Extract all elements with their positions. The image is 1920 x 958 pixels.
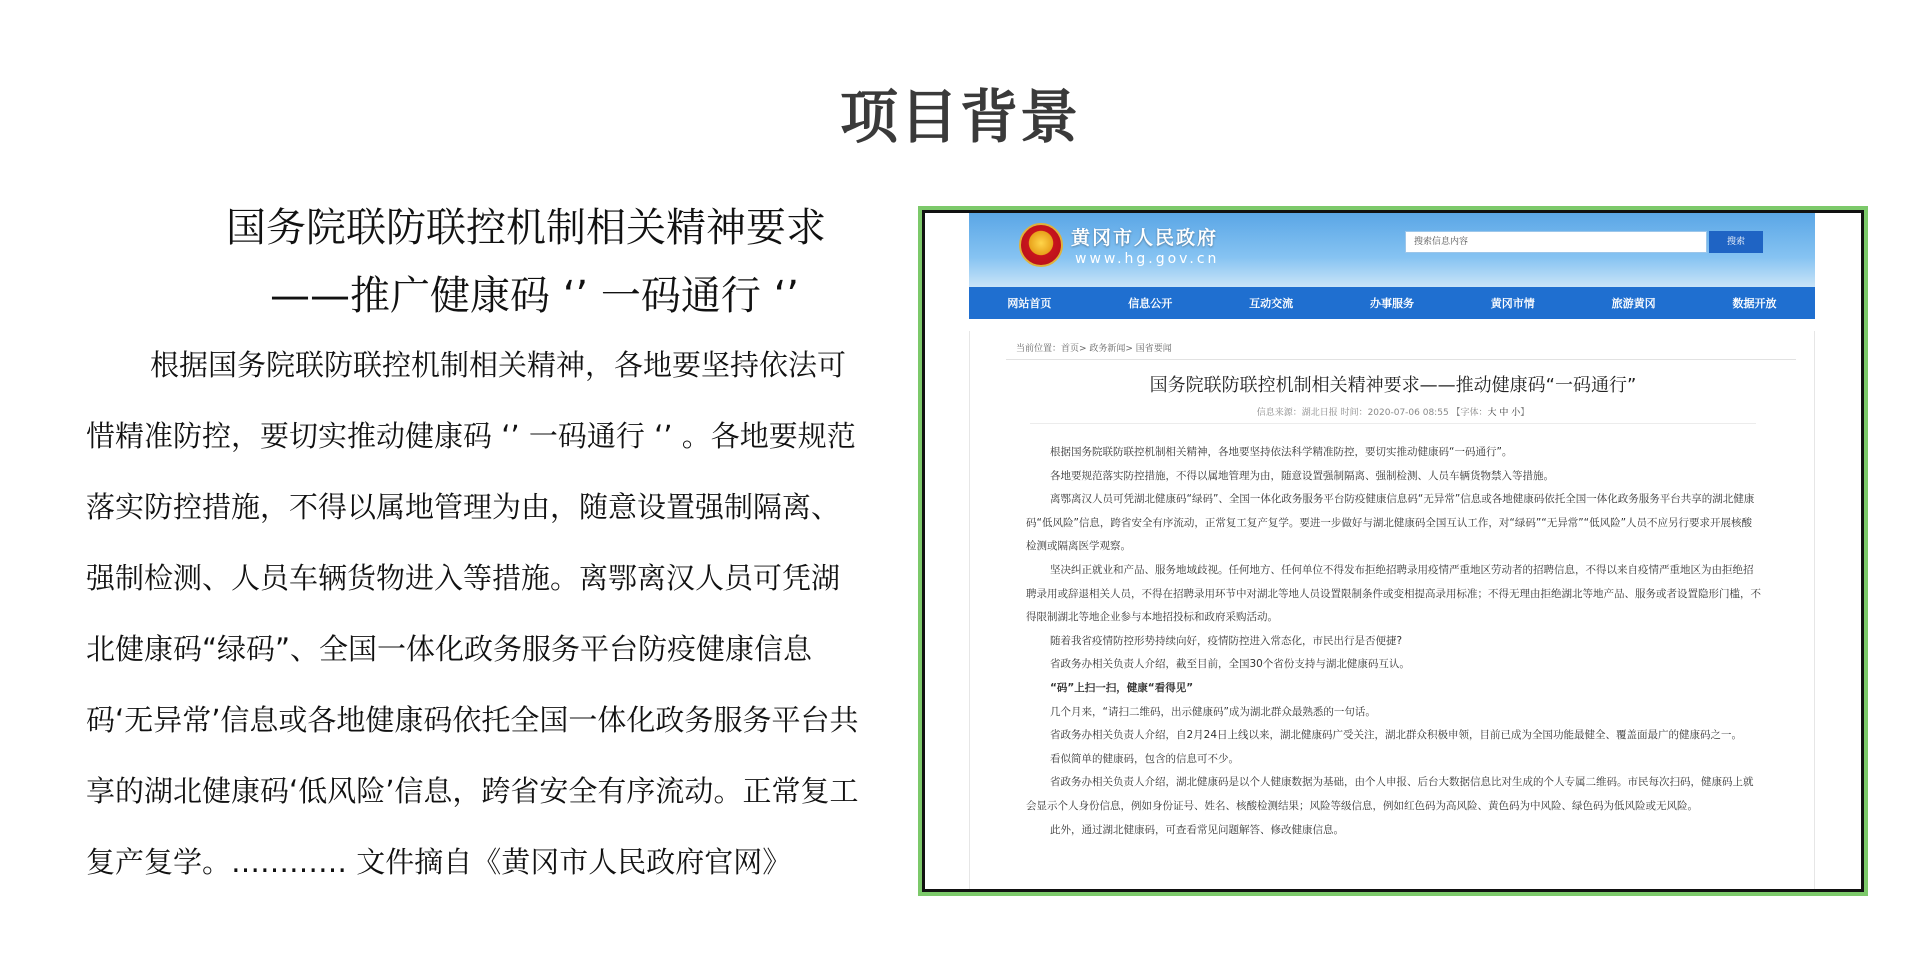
site-name: 黄冈市人民政府 (1071, 227, 1219, 249)
article-subheading: “码”上扫一扫，健康“看得见” (1050, 681, 1194, 694)
heading-line-2: ——推广健康码 ‘’ 一码通行 ‘’ (270, 273, 800, 319)
article-paragraph: 坚决纠正就业和产品、服务地域歧视。任何地方、任何单位不得发布拒绝招聘录用疫情严重地区劳动者的招聘信息，不得以来自疫情严重地区为由拒绝招聘录用或辞退相关人员，不得在招聘录用环节中对湖北等地人员设置限制条件或变相提高录用标准；不得无理由拒绝湖北等地产品、服务或者设置隐形门槛，不得限制湖北等地企业参与本地招投标和政府采购活动。 (1026, 563, 1761, 624)
nav-item-services[interactable]: 办事服务 (1369, 297, 1414, 310)
site-header (969, 213, 1815, 287)
nav-item-interaction[interactable]: 互动交流 (1249, 297, 1294, 310)
meta-close: 】 (1520, 408, 1530, 418)
breadcrumb-divider (1006, 359, 1796, 360)
article-paragraph: 省政务办相关负责人介绍，湖北健康码是以个人健康数据为基础，由个人申报、后台大数据信息比对生成的个人专属二维码。市民每次扫码，健康码上就会显示个人身份信息，例如身份证号、姓名、核酸检测结果；风险等级信息，例如红色码为高风险、黄色码为中风险、绿色码为低风险或无风险。 (1026, 776, 1754, 812)
search-button[interactable]: 搜索 (1709, 231, 1763, 253)
article-paragraph: 此外，通过湖北健康码，可查看常见问题解答、修改健康信息。 (1050, 823, 1344, 836)
article-body (1026, 441, 1762, 842)
heading-line-1: 国务院联防联控机制相关精神要求 (226, 205, 826, 251)
article-paragraph: 随着我省疫情防控形势持续向好，疫情防控进入常态化，市民出行是否便捷? (1050, 634, 1403, 647)
site-url: www.hg.gov.cn (1075, 251, 1220, 267)
left-text-column (0, 0, 900, 958)
article-paragraph: 看似简单的健康码，包含的信息可不少。 (1050, 752, 1239, 765)
article-paragraph: 根据国务院联防联控机制相关精神，各地要坚持依法科学精准防控，要切实推动健康码“一码通行”。 (1050, 446, 1513, 458)
breadcrumb: 当前位置：首页> 政务新闻> 国省要闻 (1016, 344, 1172, 354)
national-emblem-icon (1019, 223, 1063, 267)
article-panel (969, 331, 1815, 891)
meta-source: 信息来源：湖北日报 时间：2020-07-06 08:55 【字体： (1256, 408, 1488, 418)
slide-title: 项目背景 (839, 83, 1080, 151)
article-meta (970, 405, 1816, 418)
body-paragraph: 根据国务院联防联控机制相关精神，各地要坚持依法可惜精准防控，要切实推动健康码 ‘’ 一码通行 ‘’ 。各地要规范落实防控措施，不得以属地管理为由，随意设置强制隔离、强制检测、人员车辆货物进入等措施。离鄂离汉人员可凭湖北健康码“绿码”、全国一体化政务服务平台防疫健康信息码‘无异常’信息或各地健康码依托全国一体化政务服务平台共享的湖北健康码‘低风险’信息，跨省安全有序流动。正常复工复产复学。………… 文件摘自《黄冈市人民政府官网》 (86, 348, 859, 879)
screenshot-frame (922, 210, 1864, 892)
nav-item-open-data[interactable]: 数据开放 (1732, 297, 1777, 310)
nav-item-tourism[interactable]: 旅游黄冈 (1611, 297, 1656, 310)
article-paragraph: 几个月来，“请扫二维码，出示健康码”成为湖北群众最熟悉的一句话。 (1050, 705, 1376, 718)
site-nav (969, 287, 1815, 319)
nav-item-home[interactable]: 网站首页 (1007, 297, 1052, 310)
article-paragraph: 省政务办相关负责人介绍，自2月24日上线以来，湖北健康码广受关注，湖北群众积极申领，目前已成为全国功能最健全、覆盖面最广的健康码之一。 (1050, 729, 1743, 742)
article-paragraph: 离鄂离汉人员可凭湖北健康码“绿码”、全国一体化政务服务平台防疫健康信息码“无异常”信息或各地健康码依托全国一体化政务服务平台共享的湖北健康码“低风险”信息，跨省安全有序流动，正常复工复产复学。要进一步做好与湖北健康码全国互认工作，对“绿码”“无异常”“低风险”人员不应另行要求开展核酸检测或隔离医学观察。 (1026, 493, 1755, 553)
meta-divider (1030, 423, 1756, 424)
article-paragraph: 省政务办相关负责人介绍，截至目前，全国30个省份支持与湖北健康码互认。 (1050, 658, 1410, 671)
article-paragraph: 各地要规范落实防控措施，不得以属地管理为由，随意设置强制隔离、强制检测、人员车辆货物禁入等措施。 (1050, 469, 1554, 482)
nav-item-info-public[interactable]: 信息公开 (1128, 297, 1173, 310)
font-size-toggle[interactable]: 大 中 小 (1487, 408, 1521, 418)
nav-item-city-info[interactable]: 黄冈市情 (1490, 297, 1535, 310)
article-title: 国务院联防联控机制相关精神要求——推动健康码“一码通行” (1149, 375, 1637, 396)
search-input[interactable]: 搜索信息内容 (1405, 231, 1707, 253)
website-screenshot (918, 206, 1868, 896)
body-text (86, 330, 866, 898)
